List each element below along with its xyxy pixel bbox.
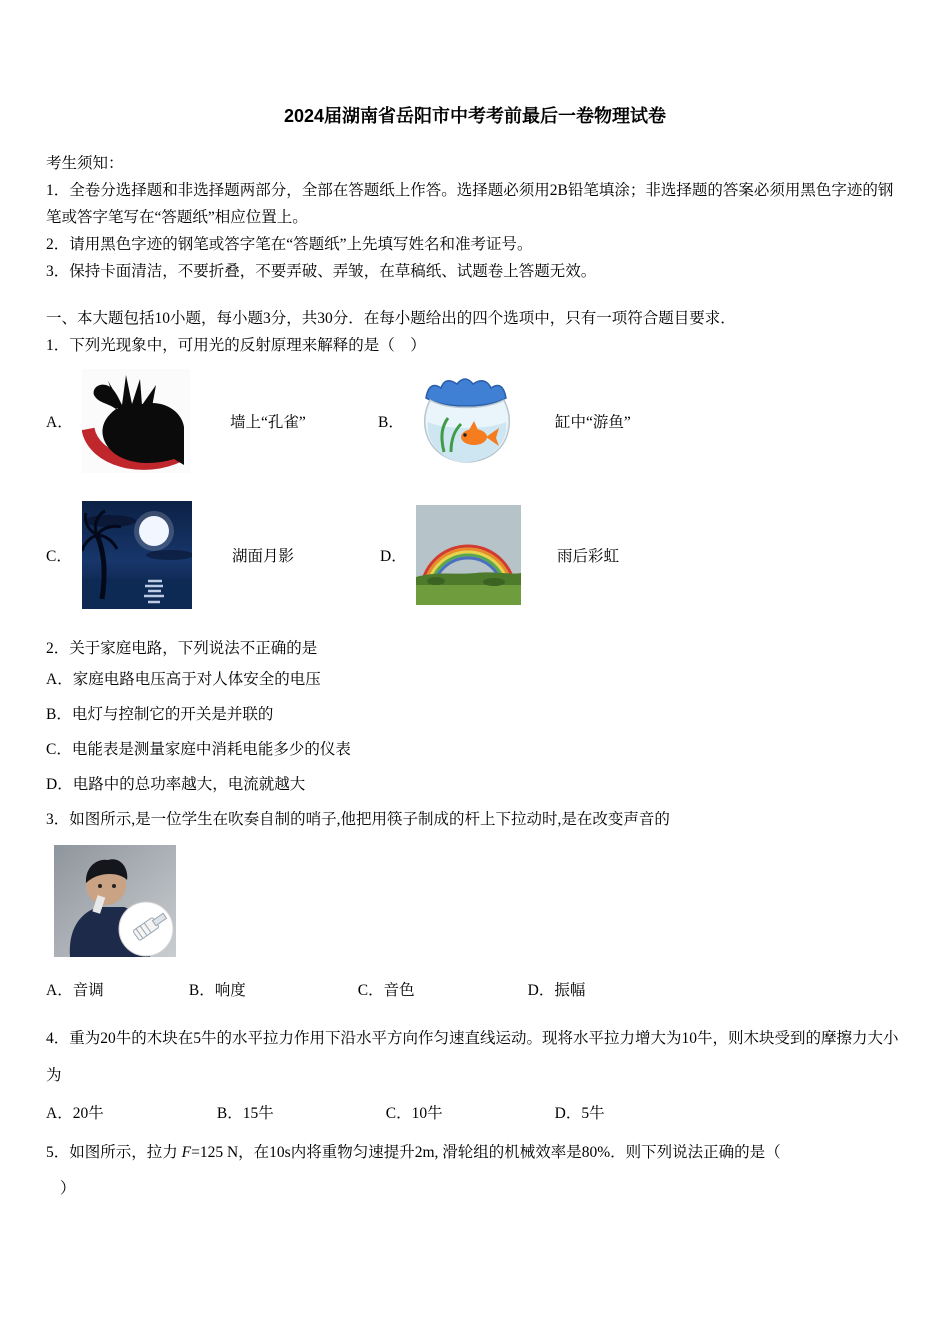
notice-item-1: 1．全卷分选择题和非选择题两部分，全部在答题纸上作答。选择题必须用2B铅笔填涂；非选择题的答案必须用黑色字迹的钢笔或答字笔写在“答题纸”相应位置上。 bbox=[46, 182, 894, 226]
student-whistle-image bbox=[54, 845, 904, 957]
q1-option-c-caption: 湖面月影 bbox=[232, 548, 295, 565]
q2-option-a: A．家庭电路电压高于对人体安全的电压 bbox=[46, 671, 321, 688]
fishbowl-goldfish-image bbox=[414, 374, 519, 469]
q5-close-paren: ） bbox=[60, 1180, 76, 1197]
notice-item-2: 2．请用黑色字迹的钢笔或答字笔在“答题纸”上先填写姓名和准考证号。 bbox=[46, 236, 533, 253]
q1-option-d-caption: 雨后彩虹 bbox=[557, 548, 620, 565]
moon-lake-night-image bbox=[82, 501, 192, 609]
q4-option-d: D．5牛 bbox=[554, 1105, 605, 1122]
rainbow-landscape-image bbox=[416, 505, 521, 605]
q1-option-b-caption: 缸中“游鱼” bbox=[555, 414, 631, 431]
q2-option-b: B．电灯与控制它的开关是并联的 bbox=[46, 706, 274, 723]
notice-heading: 考生须知： bbox=[46, 155, 124, 172]
question-3-text: 3．如图所示,是一位学生在吹奏自制的哨子,他把用筷子制成的杆上下拉动时,是在改变声音的 bbox=[46, 811, 670, 828]
question-4-text: 4．重为20牛的木块在5牛的水平拉力作用下沿水平方向作匀速直线运动。现将水平拉力增大为10牛，则木块受到的摩擦力大小为 bbox=[46, 1030, 899, 1084]
question-1-text: 1．下列光现象中，可用光的反射原理来解释的是（ ） bbox=[46, 337, 426, 354]
q1-option-d-label: D． bbox=[380, 548, 407, 565]
question-2-text: 2．关于家庭电路，下列说法不正确的是 bbox=[46, 640, 318, 657]
q3-option-d: D．振幅 bbox=[527, 982, 586, 999]
hand-shadow-peacock-image bbox=[82, 369, 190, 473]
q2-option-d: D．电路中的总功率越大，电流就越大 bbox=[46, 776, 306, 793]
q3-options-row bbox=[46, 977, 904, 1004]
q3-option-b: B．响度 bbox=[188, 982, 246, 999]
q4-option-c: C．10牛 bbox=[385, 1105, 443, 1122]
q3-option-a: A．音调 bbox=[46, 982, 104, 999]
q1-option-row-ab bbox=[46, 369, 904, 473]
q1-option-a-label: A． bbox=[46, 414, 73, 431]
q1-option-c-label: C． bbox=[46, 548, 72, 565]
question-5-text bbox=[46, 1135, 904, 1207]
page-title: 2024届湖南省岳阳市中考考前最后一卷物理试卷 bbox=[283, 106, 667, 126]
q5-force-symbol: F bbox=[181, 1144, 192, 1161]
q2-option-c: C．电能表是测量家庭中消耗电能多少的仪表 bbox=[46, 741, 351, 758]
section1-heading: 一、本大题包括10小题，每小题3分，共30分．在每小题给出的四个选项中，只有一项符合题目要求． bbox=[46, 310, 736, 327]
q1-option-row-cd bbox=[46, 501, 904, 609]
q1-option-a-caption: 墙上“孔雀” bbox=[230, 414, 306, 431]
q4-option-b: B．15牛 bbox=[216, 1105, 274, 1122]
q3-option-c: C．音色 bbox=[357, 982, 415, 999]
q1-option-b-label: B． bbox=[378, 414, 404, 431]
notice-item-3: 3．保持卡面清洁，不要折叠，不要弄破、弄皱，在草稿纸、试题卷上答题无效。 bbox=[46, 263, 597, 280]
q5-text-pre: 5．如图所示，拉力 bbox=[46, 1144, 182, 1161]
q4-option-a: A．20牛 bbox=[46, 1105, 104, 1122]
q5-text-post: =125 N，在10s内将重物匀速提升2m, 滑轮组的机械效率是80%．则下列说法正确的是（ bbox=[191, 1144, 781, 1161]
q4-options-row bbox=[46, 1100, 904, 1127]
